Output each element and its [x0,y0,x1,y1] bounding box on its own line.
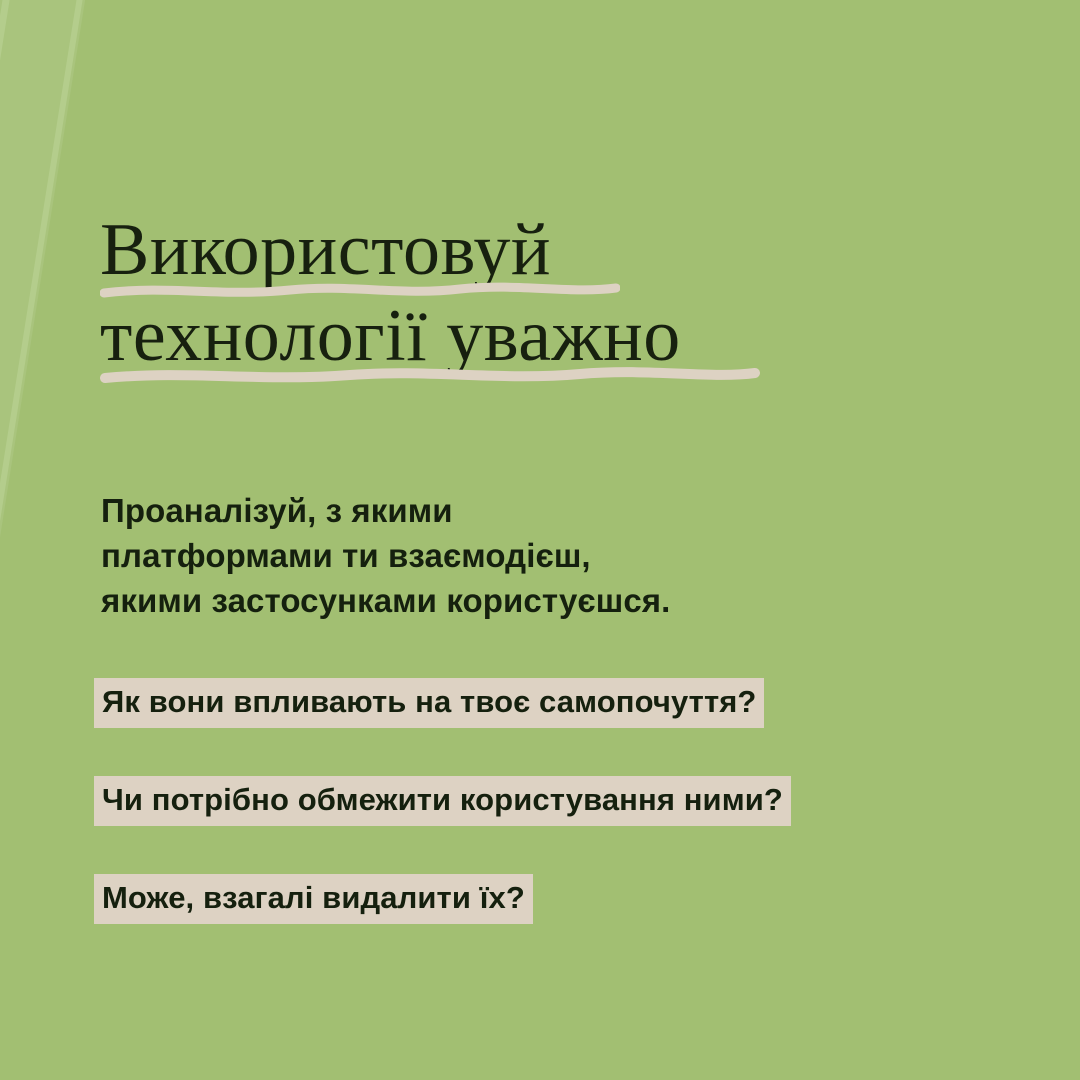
headline-line-2-wrapper [100,294,920,378]
question-highlight-3: Може, взагалі видалити їх? [94,874,533,924]
body-paragraph-line-1: Проаналізуй, з якими [101,492,453,529]
question-row [94,678,1014,728]
headline-line-2: технології уважно [100,295,681,377]
headline-block [100,208,920,378]
questions-list [94,678,1014,924]
underline-squiggle-icon-2 [100,364,760,388]
question-row [94,776,1014,826]
headline-line-1-wrapper [100,208,920,292]
body-paragraph [101,488,881,623]
body-paragraph-line-3: якими застосунками користуєшся. [101,582,671,619]
question-highlight-1: Як вони впливають на твоє самопочуття? [94,678,764,728]
body-paragraph-line-2: платформами ти взаємодієш, [101,537,591,574]
question-row [94,874,1014,924]
question-highlight-2: Чи потрібно обмежити користування ними? [94,776,791,826]
headline-line-1: Використовуй [100,209,551,291]
